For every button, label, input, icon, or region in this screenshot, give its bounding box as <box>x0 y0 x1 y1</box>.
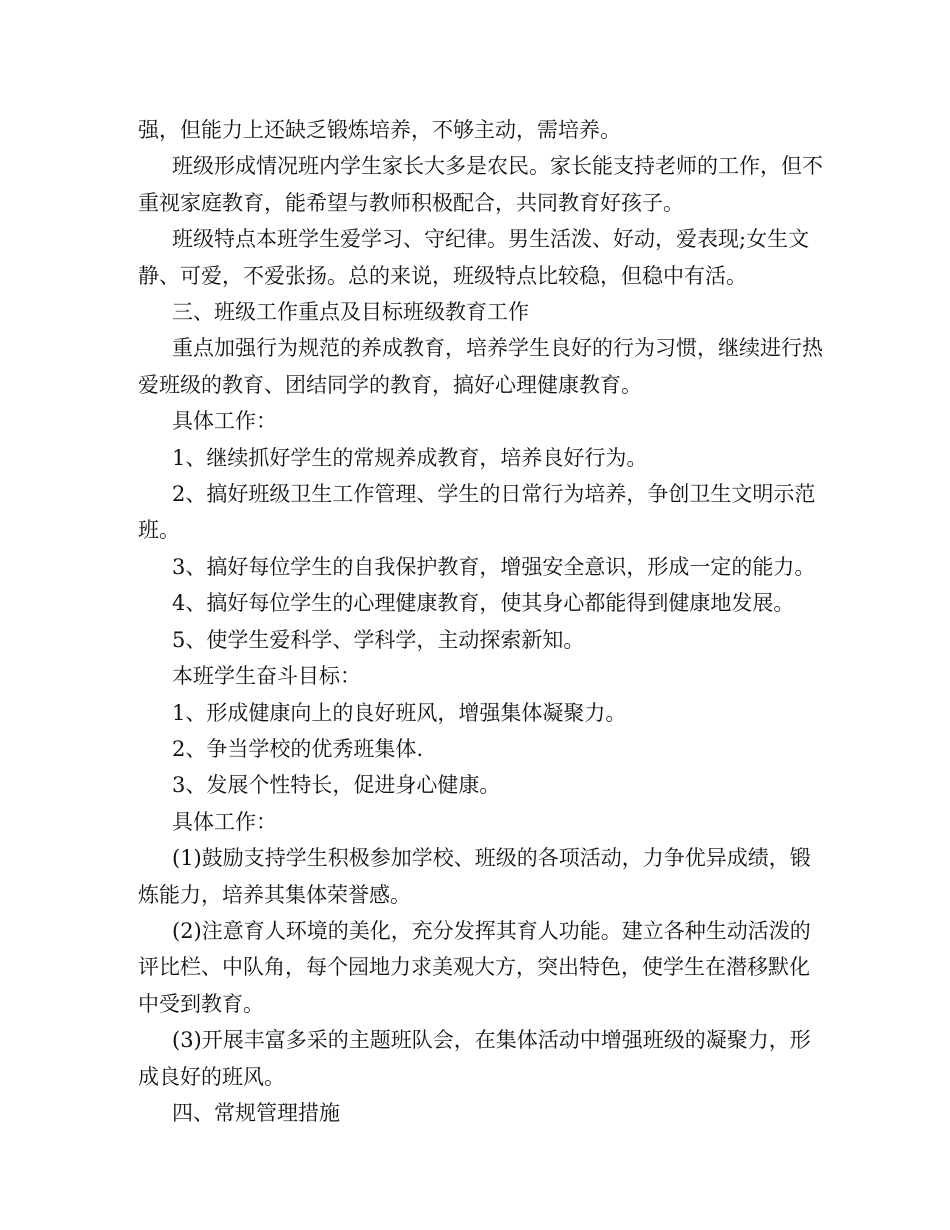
list-item: 5、使学生爱科学、学科学，主动探索新知。 <box>172 627 585 652</box>
list-item: 2、争当学校的优秀班集体. <box>172 736 424 761</box>
list-item: 1、继续抓好学生的常规养成教育，培养良好行为。 <box>172 445 648 470</box>
list-item: 2、搞好班级卫生工作管理、学生的日常行为培养，争创卫生文明示范班。 <box>138 482 816 543</box>
list-item: 3、发展个性特长，促进身心健康。 <box>172 773 501 798</box>
list-item: 4、搞好每位学生的心理健康教育，使其身心都能得到健康地发展。 <box>172 591 795 616</box>
paragraph: 班级特点本班学生爱学习、守纪律。男生活泼、好动，爱表现;女生文静、可爱，不爱张扬。总的来说，班级特点比较稳，但稳中有活。 <box>138 227 810 288</box>
subheading: 本班学生奋斗目标： <box>172 664 361 689</box>
section-heading: 四、常规管理措施 <box>172 1100 340 1125</box>
paragraph: 班级形成情况班内学生家长大多是农民。家长能支持老师的工作，但不重视家庭教育，能希望与教师积极配合，共同教育好孩子。 <box>138 154 823 215</box>
section-heading: 三、班级工作重点及目标班级教育工作 <box>172 300 529 325</box>
paragraph: 重点加强行为规范的养成教育，培养学生良好的行为习惯，继续进行热爱班级的教育、团结同学的教育，搞好心理健康教育。 <box>138 336 823 397</box>
list-item: (3)开展丰富多采的主题班队会，在集体活动中增强班级的凝聚力，形成良好的班风。 <box>138 1028 811 1089</box>
list-item: 3、搞好每位学生的自我保护教育，增强安全意识，形成一定的能力。 <box>172 554 816 579</box>
paragraph: 强，但能力上还缺乏锻炼培养，不够主动，需培养。 <box>138 118 621 142</box>
list-item: (1)鼓励支持学生积极参加学校、班级的各项活动，力争优异成绩，锻炼能力，培养其集体荣誉感。 <box>138 846 811 907</box>
list-item: 1、形成健康向上的良好班风，增强集体凝聚力。 <box>172 700 627 725</box>
document-body <box>138 112 828 1131</box>
subheading: 具体工作： <box>172 409 277 434</box>
list-item: (2)注意育人环境的美化，充分发挥其育人功能。建立各种生动活泼的评比栏、中队角，每个园地力求美观大方，突出特色，使学生在潜移默化中受到教育。 <box>138 918 811 1016</box>
subheading: 具体工作： <box>172 809 277 834</box>
